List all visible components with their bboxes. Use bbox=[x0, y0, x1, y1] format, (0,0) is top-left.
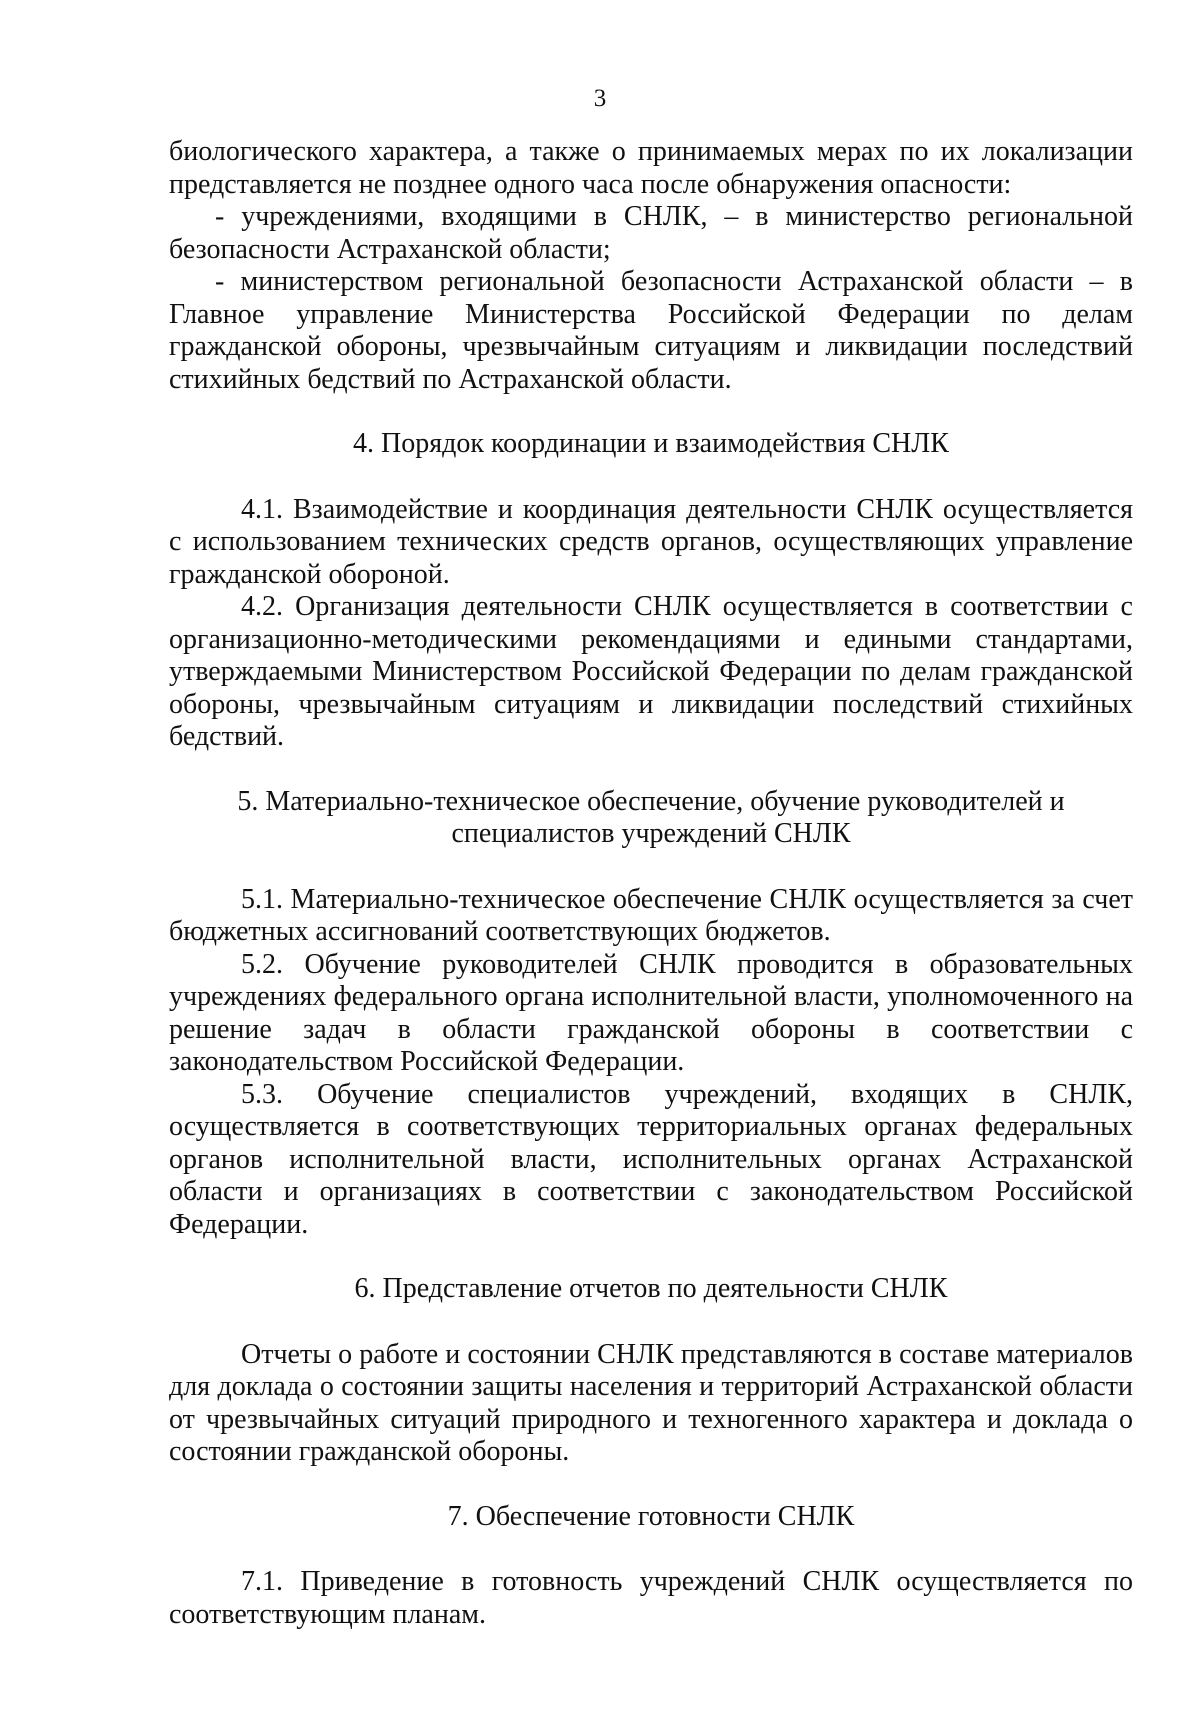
intro-list-item-1: - учреждениями, входящими в СНЛК, – в министерство региональной безопасности Астраханской области; bbox=[169, 201, 1133, 265]
section-5-paragraph-1: 5.1. Материально-техническое обеспечение СНЛК осуществляется за счет бюджетных ассигнований соответствующих бюджетов. bbox=[169, 883, 1133, 947]
section-6-heading: 6. Представление отчетов по деятельности СНЛК bbox=[354, 1273, 948, 1304]
section-5-heading: 5. Материально-техническое обеспечение, обучение руководителей и специалистов учреждений СНЛК bbox=[237, 785, 1065, 849]
section-5-paragraph-3: 5.3. Обучение специалистов учреждений, входящих в СНЛК, осуществляется в соответствующих территориальных органах федеральных органов исполнительной власти, исполнительных органах Астраханской области и организациях в соответствии с законодательством Российской Федерации. bbox=[169, 1078, 1133, 1240]
section-4-paragraph-1: 4.1. Взаимодействие и координация деятельности СНЛК осуществляется с использованием технических средств органов, осуществляющих управление гражданской обороной. bbox=[169, 493, 1133, 590]
section-6-paragraph-1: Отчеты о работе и состоянии СНЛК представляются в составе материалов для доклада о состоянии защиты населения и территорий Астраханской области от чрезвычайных ситуаций природного и техногенного характера и доклада о состоянии гражданской обороны. bbox=[169, 1338, 1133, 1467]
intro-paragraph: биологического характера, а также о принимаемых мерах по их локализации представляется не позднее одного часа после обнаружения опасности: bbox=[169, 136, 1133, 200]
document-body bbox=[169, 136, 1133, 1631]
section-7-paragraph-1: 7.1. Приведение в готовность учреждений СНЛК осуществляется по соответствующим планам. bbox=[169, 1566, 1133, 1630]
page-number: 3 bbox=[593, 85, 607, 112]
intro-list-item-2: - министерством региональной безопасности Астраханской области – в Главное управление Министерства Российской Федерации по делам гражданской обороны, чрезвычайным ситуациям и ликвидации последствий стихийных бедствий по Астраханской области. bbox=[169, 266, 1133, 395]
section-5-paragraph-2: 5.2. Обучение руководителей СНЛК проводится в образовательных учреждениях федерального органа исполнительной власти, уполномоченного на решение задач в области гражданской обороны в соответствии с законодательством Российской Федерации. bbox=[169, 948, 1133, 1077]
section-4-paragraph-2: 4.2. Организация деятельности СНЛК осуществляется в соответствии с организационно-методическими рекомендациями и едиными стандартами, утверждаемыми Министерством Российской Федерации по делам гражданской обороны, чрезвычайным ситуациям и ликвидации последствий стихийных бедствий. bbox=[169, 591, 1133, 752]
section-7-heading: 7. Обеспечение готовности СНЛК bbox=[447, 1500, 855, 1532]
section-4-heading: 4. Порядок координации и взаимодействия СНЛК bbox=[353, 428, 949, 459]
